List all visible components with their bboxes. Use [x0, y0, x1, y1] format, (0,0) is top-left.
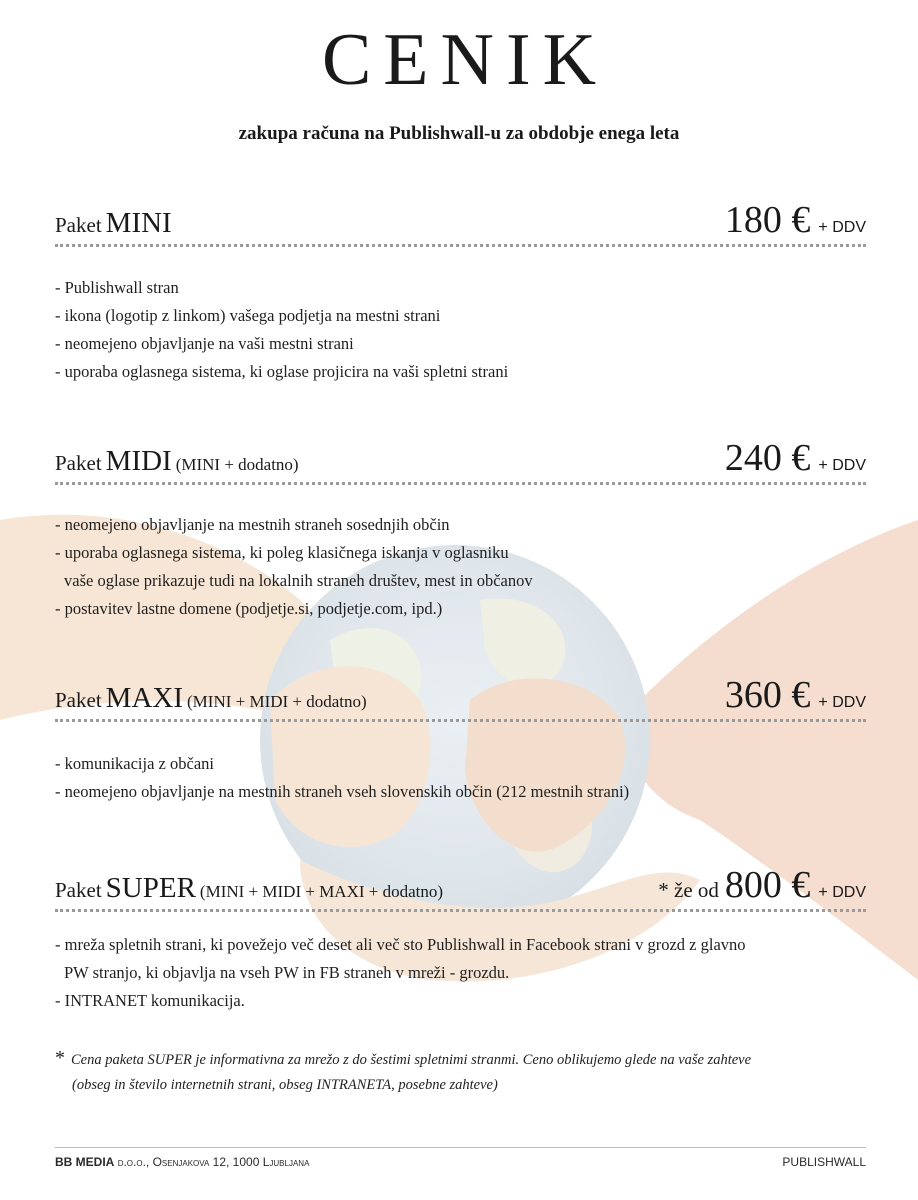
list-item-line: PW stranjo, ki objavlja na vseh PW in FB straneh v mreži - grozdu. [64, 963, 510, 982]
page-subtitle: zakupa računa na Publishwall-u za obdobje enega leta [238, 123, 680, 144]
package-mini [55, 198, 866, 247]
list-item: - uporaba oglasnega sistema, ki oglase projicira na vaši spletni strani [55, 362, 509, 381]
price-vat: + DDV [818, 219, 866, 236]
list-item: - postavitev lastne domene (podjetje.si, podjetje.com, ipd.) [55, 599, 443, 618]
package-header [55, 436, 866, 485]
list-item: - neomejeno objavljanje na mestnih straneh sosednjih občin [55, 515, 450, 534]
package-title [55, 872, 443, 905]
package-midi [55, 436, 866, 485]
list-item: - ikona (logotip z linkom) vašega podjetja na mestni strani [55, 306, 441, 325]
footnote [55, 1046, 885, 1098]
package-label: Paket [55, 688, 102, 712]
package-header [55, 198, 866, 247]
package-title [55, 207, 172, 240]
package-price [725, 198, 866, 242]
package-name: MIDI [105, 445, 172, 477]
footer-divider [55, 1147, 866, 1148]
price-amount: 240 € [724, 437, 811, 479]
package-label: Paket [55, 878, 102, 902]
package-super-features [55, 931, 885, 1015]
package-label: Paket [55, 213, 102, 237]
price-amount: 360 € [724, 674, 811, 716]
package-mini-features [55, 274, 885, 386]
package-midi-features [55, 511, 885, 623]
price-prefix: * že od [658, 878, 719, 902]
list-item: - Publishwall stran [55, 278, 179, 297]
package-price [725, 436, 866, 480]
package-note: (MINI + MIDI + dodatno) [187, 692, 367, 711]
package-title [55, 445, 299, 478]
package-header [55, 673, 866, 722]
list-item [55, 539, 885, 595]
price-vat: + DDV [818, 694, 866, 711]
footnote-line: (obseg in število internetnih strani, obseg INTRANETA, posebne zahteve) [72, 1077, 498, 1093]
package-title [55, 682, 367, 715]
list-item: - neomejeno objavljanje na mestnih straneh vseh slovenskih občin (212 mestnih strani) [55, 782, 630, 801]
package-price [658, 863, 866, 907]
footer-company [55, 1155, 309, 1169]
package-price [725, 673, 866, 717]
package-label: Paket [55, 451, 102, 475]
package-maxi-features [55, 750, 885, 806]
list-item-line: - mreža spletnih strani, ki povežejo več deset ali več sto Publishwall in Facebook strani v grozd z glavno [55, 935, 746, 954]
price-amount: 180 € [724, 199, 811, 241]
page-footer [55, 1155, 866, 1169]
page-title: CENIK [321, 19, 609, 101]
price-vat: + DDV [818, 457, 866, 474]
package-name: SUPER [105, 872, 196, 904]
package-maxi [55, 673, 866, 722]
footnote-asterisk: * [55, 1047, 65, 1069]
list-item: - INTRANET komunikacija. [55, 991, 245, 1010]
package-name: MAXI [105, 682, 183, 714]
package-note: (MINI + dodatno) [175, 455, 299, 474]
list-item [55, 931, 885, 987]
list-item-line: - uporaba oglasnega sistema, ki poleg klasičnega iskanja v oglasniku [55, 543, 509, 562]
list-item: - neomejeno objavljanje na vaši mestni strani [55, 334, 354, 353]
footer-brand: PUBLISHWALL [782, 1155, 866, 1169]
company-name: BB MEDIA [55, 1155, 115, 1169]
package-note: (MINI + MIDI + MAXI + dodatno) [199, 882, 444, 901]
list-item-line: vaše oglase prikazuje tudi na lokalnih straneh društev, mest in občanov [64, 571, 533, 590]
package-name: MINI [105, 207, 172, 239]
footnote-line: Cena paketa SUPER je informativna za mrežo z do šestimi spletnimi stranmi. Ceno oblikujemo glede na vaše zahteve [71, 1052, 752, 1068]
company-address: d.o.o., Osenjakova 12, 1000 Ljubljana [117, 1155, 310, 1169]
price-vat: + DDV [818, 884, 866, 901]
list-item: - komunikacija z občani [55, 754, 214, 773]
package-super [55, 863, 866, 912]
price-amount: 800 € [724, 864, 811, 906]
package-header [55, 863, 866, 912]
